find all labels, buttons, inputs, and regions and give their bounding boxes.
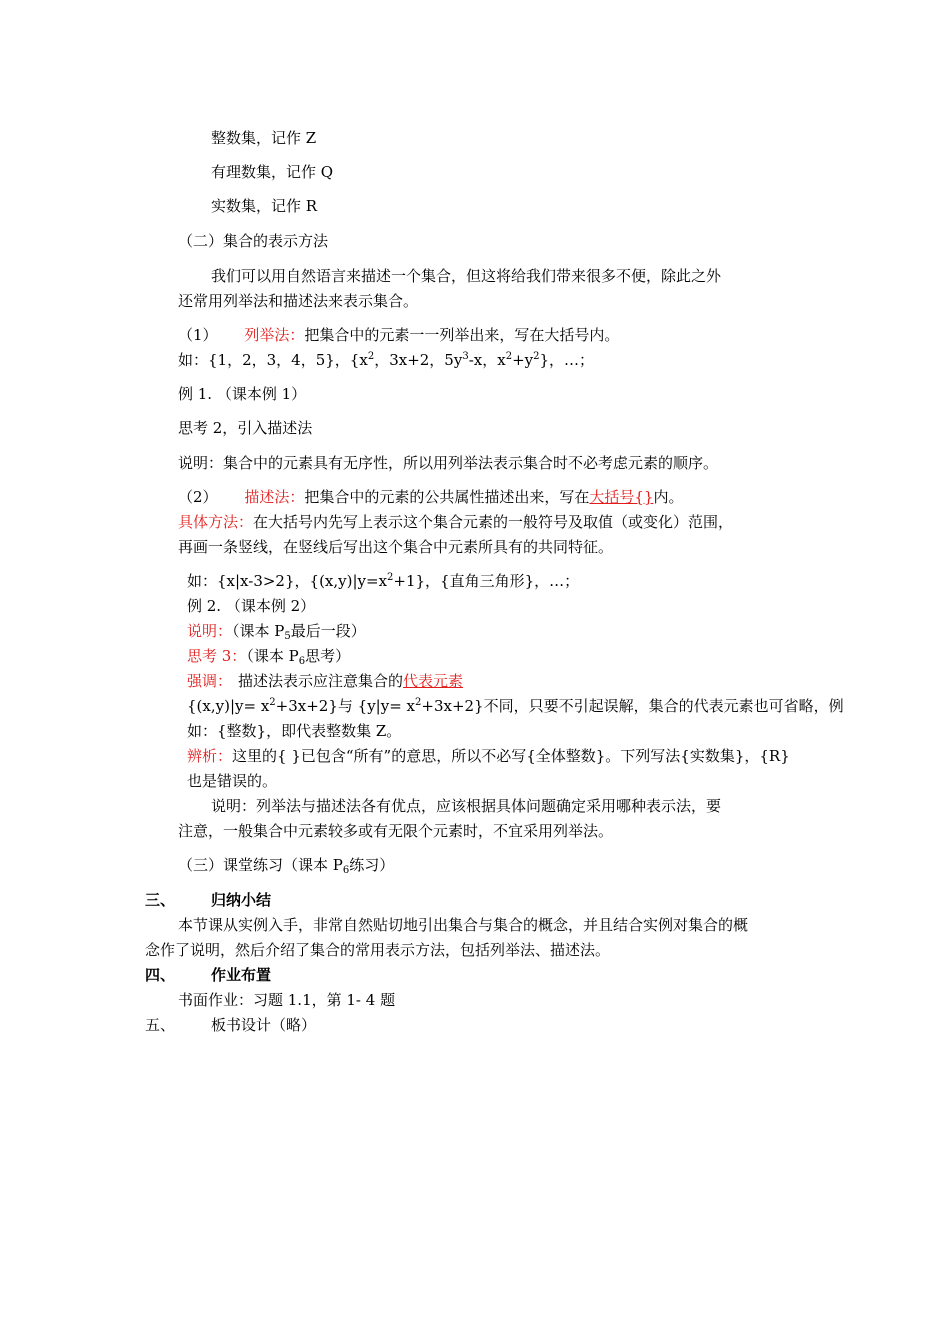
think-3-line: 思考 3：（课本 $P_6$思考） [187,647,351,667]
paragraph-line: 还常用列举法和描述法来表示集合。 [178,292,419,310]
term-specific-method: 具体方法： [178,513,254,531]
paragraph-line: 念作了说明，然后介绍了集合的常用表示方法，包括列举法、描述法。 [145,941,611,959]
item-number: （1） [178,326,218,344]
paragraph-line: 注意，一般集合中元素较多或有无限个元素时，不宜采用列举法。 [178,822,614,840]
list-method-line [178,325,619,345]
underlined-representative-element: 代表元素 [403,672,464,690]
section-homework-heading [145,965,271,985]
definition-text: 把集合中的元素一一列举出来，写在大括号内。 [304,326,620,344]
analysis-line: 辨析：这里的{ }已包含“所有”的意思，所以不必写{全体整数}。下列写法{实数集}，{R} [187,747,790,765]
note-unordered: 说明：集合中的元素具有无序性，所以用列举法表示集合时不必考虑元素的顺序。 [178,454,719,472]
section-title: 板书设计（略） [211,1016,317,1034]
comparison-line: $\{(x,y)|y= x^2+3x+2\}$与 $\{y|y= x^2+3x+2\}$不同，只要不引起误解，集合的代表元素也可省略，例 [187,697,844,715]
paragraph-line: 我们可以用自然语言来描述一个集合，但这将给我们带来很多不便，除此之外 [211,267,722,285]
text-integer-set: 整数集，记作 Z [211,129,317,147]
paragraph-line: 也是错误的。 [187,772,278,790]
specific-method-line: 具体方法：在大括号内先写上表示这个集合元素的一般符号及取值（或变化）范围， [178,513,734,531]
underlined-braces: 大括号{} [589,488,654,506]
note-line: 说明：（课本 $P_5$最后一段） [187,622,366,642]
example-line: 如：{x|x-3>2}，$\{(x,y)|y=x^2+1\}$，{直角三角形}，…； [187,572,580,590]
section-title: 归纳小结 [211,891,272,909]
paragraph-line: 本节课从实例入手，非常自然贴切地引出集合与集合的概念，并且结合实例对集合的概 [178,916,749,934]
description-method-line: （2） 描述法：把集合中的元素的公共属性描述出来，写在大括号{}内。 [178,488,684,506]
term-description-method: 描述法： [244,488,305,506]
example-2: 例 2. （课本例 2） [187,597,316,615]
term-emphasis: 强调： [187,672,233,690]
example-1: 例 1. （课本例 1） [178,385,307,403]
subheading-practice: （三）课堂练习（课本 $P_6$练习） [178,856,395,876]
paragraph-line: 再画一条竖线，在竖线后写出这个集合中元素所具有的共同特征。 [178,538,614,556]
homework-text: 书面作业：习题 1.1，第 1- 4 题 [178,991,396,1009]
example-line: 如：{1，2，3，4，5}，{$x^2$，3x+2，$5y^3-x$，$x^2+y^2$}，…； [178,351,595,369]
paragraph-line: 如：{整数}，即代表整数集 Z。 [187,722,402,740]
section-number: 五、 [145,1016,176,1034]
subheading-representation: （二）集合的表示方法 [178,232,329,250]
term-note: 说明： [187,622,233,640]
text-rational-set: 有理数集，记作 Q [211,163,334,181]
section-title: 作业布置 [211,966,272,984]
term-list-method: 列举法： [244,326,305,344]
section-board-heading [145,1015,316,1035]
term-think-3: 思考 3： [187,647,247,665]
section-number: 三、 [145,891,176,909]
section-summary-heading [145,890,271,910]
term-analysis: 辨析： [187,747,233,765]
paragraph-line: 说明：列举法与描述法各有优点，应该根据具体问题确定采用哪种表示法，要 [211,797,722,815]
section-number: 四、 [145,966,176,984]
think-2: 思考 2，引入描述法 [178,419,313,437]
item-number: （2） [178,488,218,506]
emphasis-line: 强调： 描述法表示应注意集合的代表元素 [187,672,464,690]
text-real-set: 实数集，记作 R [211,197,318,215]
